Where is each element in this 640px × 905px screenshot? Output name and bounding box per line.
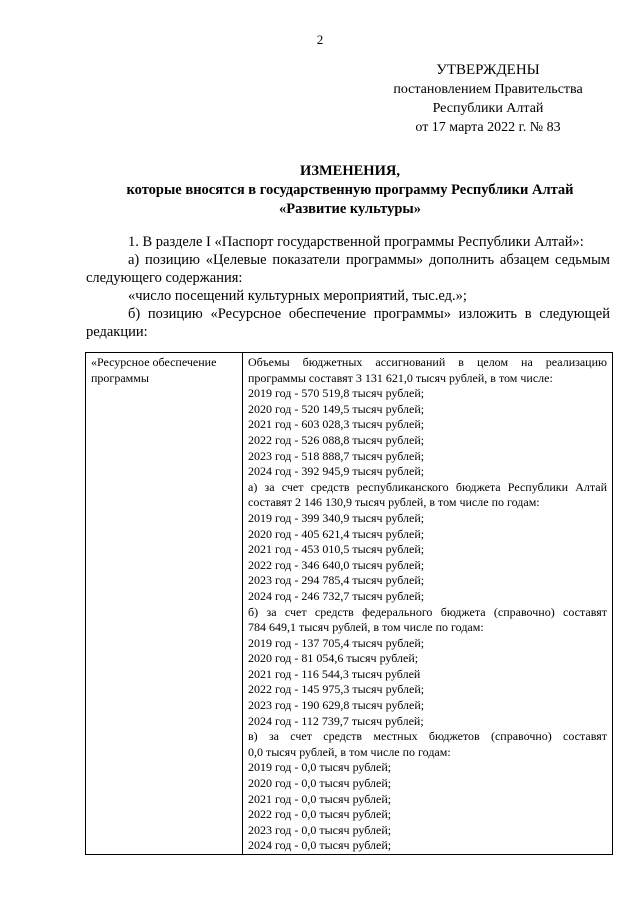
republic-line-1: а) за счет средств республиканского бюджета Республики Алтай <box>248 479 607 494</box>
total-line-1: Объемы бюджетных ассигнований в целом на реализацию <box>248 355 607 369</box>
paragraph-3: «число посещений культурных мероприятий, тыс.ед.»; <box>128 288 467 304</box>
title-line-3: «Развитие культуры» <box>278 201 421 217</box>
body-text <box>86 233 610 341</box>
total-year-line: 2022 год - 526 088,8 тысяч рублей; <box>248 432 425 447</box>
republic-year-line: 2019 год - 399 340,9 тысяч рублей; <box>248 510 425 525</box>
resource-table <box>85 352 613 855</box>
document-title <box>80 162 620 219</box>
local-year-line: 2020 год - 0,0 тысяч рублей; <box>248 776 392 791</box>
approval-line-1: постановлением Правительства <box>393 82 583 97</box>
total-year-line: 2023 год - 518 888,7 тысяч рублей; <box>248 448 425 463</box>
federal-year-line: 2020 год - 81 054,6 тысяч рублей; <box>248 651 419 666</box>
title-line-2: которые вносятся в государственную программу Республики Алтай <box>126 182 574 198</box>
local-year-line: 2022 год - 0,0 тысяч рублей; <box>248 807 392 822</box>
republic-year-line: 2021 год - 453 010,5 тысяч рублей; <box>248 542 425 557</box>
table-cell-label: «Ресурсное обеспечение программы <box>86 353 243 855</box>
federal-line-2: 784 649,1 тысяч рублей, в том числе по годам: <box>248 620 484 635</box>
title-line-1: ИЗМЕНЕНИЯ, <box>300 163 400 179</box>
local-line-2: 0,0 тысяч рублей, в том числе по годам: <box>248 744 451 759</box>
local-year-line: 2023 год - 0,0 тысяч рублей; <box>248 822 392 837</box>
paragraph-4: б) позицию «Ресурсное обеспечение программы» изложить в следующей редакции: <box>86 306 610 340</box>
paragraph-1: 1. В разделе I «Паспорт государственной программы Республики Алтай»: <box>128 234 584 250</box>
paragraph-2: а) позицию «Целевые показатели программы» дополнить абзацем седьмым следующего содержания: <box>86 252 610 286</box>
federal-year-line: 2022 год - 145 975,3 тысяч рублей; <box>248 682 425 697</box>
local-line-1: в) за счет средств местных бюджетов (справочно) составят <box>248 729 607 744</box>
approval-line-2: Республики Алтай <box>432 101 544 116</box>
local-year-line: 2019 год - 0,0 тысяч рублей; <box>248 760 392 775</box>
total-year-line: 2021 год - 603 028,3 тысяч рублей; <box>248 417 425 432</box>
republic-year-line: 2023 год - 294 785,4 тысяч рублей; <box>248 573 425 588</box>
republic-year-line: 2022 год - 346 640,0 тысяч рублей; <box>248 557 425 572</box>
local-year-line: 2021 год - 0,0 тысяч рублей; <box>248 791 392 806</box>
republic-year-line: 2024 год - 246 732,7 тысяч рублей; <box>248 588 425 603</box>
federal-year-line: 2019 год - 137 705,4 тысяч рублей; <box>248 635 425 650</box>
republic-line-2: составят 2 146 130,9 тысяч рублей, в том числе по годам: <box>248 495 540 510</box>
page-number: 2 <box>316 32 324 47</box>
federal-year-line: 2021 год - 116 544,3 тысяч рублей <box>248 666 421 681</box>
table-row <box>86 353 613 855</box>
table-cell-content <box>243 353 613 855</box>
total-line-2: программы составят 3 131 621,0 тысяч рублей, в том числе: <box>248 370 553 385</box>
total-year-line: 2020 год - 520 149,5 тысяч рублей; <box>248 401 425 416</box>
local-year-line: 2024 год - 0,0 тысяч рублей; <box>248 838 392 853</box>
total-year-line: 2019 год - 570 519,8 тысяч рублей; <box>248 386 425 401</box>
federal-year-line: 2024 год - 112 739,7 тысяч рублей; <box>248 713 424 728</box>
federal-line-1: б) за счет средств федерального бюджета (справочно) составят <box>248 604 607 619</box>
total-year-line: 2024 год - 392 945,9 тысяч рублей; <box>248 464 425 479</box>
approval-title: УТВЕРЖДЕНЫ <box>436 62 540 78</box>
federal-year-line: 2023 год - 190 629,8 тысяч рублей; <box>248 698 425 713</box>
approval-line-3: от 17 марта 2022 г. № 83 <box>415 120 561 135</box>
approval-block <box>378 61 598 137</box>
republic-year-line: 2020 год - 405 621,4 тысяч рублей; <box>248 526 425 541</box>
